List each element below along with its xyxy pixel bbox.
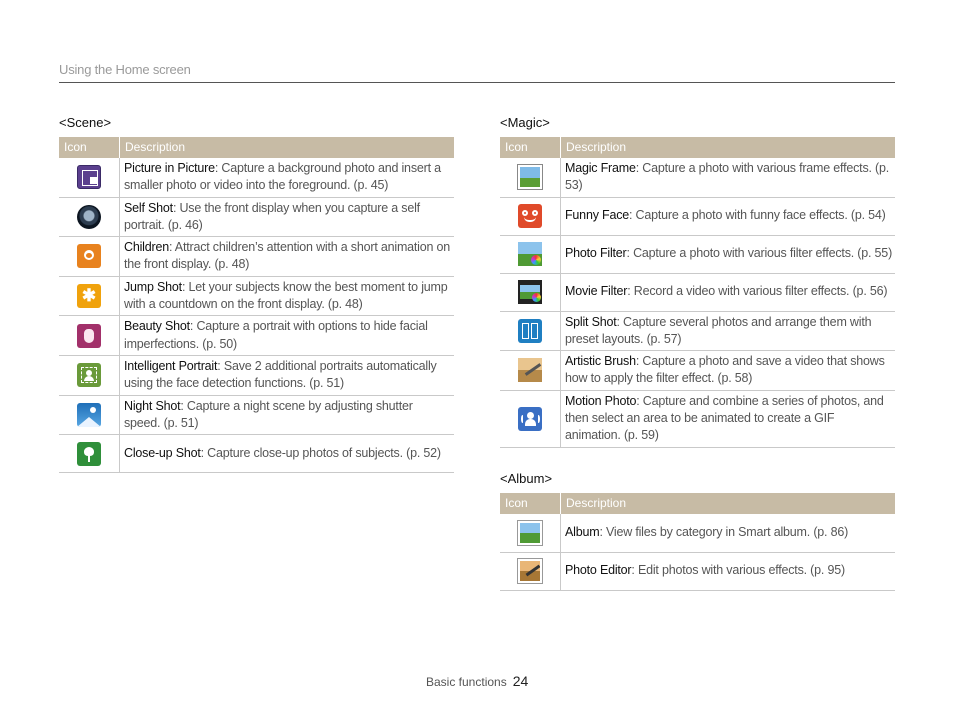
magic-frame-icon [518,165,542,189]
row-description: : Save 2 additional portraits automatically using the face detection functions. (p. 51) [124,358,437,391]
row-description: : Record a video with various filter effects. (p. 56) [627,284,888,299]
table-row [59,237,454,277]
scene-table [59,137,454,473]
night-shot-icon [77,403,101,427]
row-name: Close-up Shot [124,446,201,460]
row-name: Magic Frame [565,161,636,175]
jump-shot-icon: ✱ [77,284,101,308]
row-description: : Capture and combine a series of photos, and then select an area to be animated to create a GIF animation. (p. 59) [565,393,884,443]
row-name: Self Shot [124,200,173,215]
table-row [500,197,895,235]
row-description: : Capture a background photo and insert a smaller photo or video into the foreground. (p. 45) [124,161,441,193]
row-name: Funny Face [565,208,630,223]
row-description: : Capture a portrait with options to hide facial imperfections. (p. 50) [124,319,428,351]
description-column-header: Description [561,493,896,514]
description-column-header: Description [120,137,455,158]
row-name: Movie Filter [565,284,628,299]
row-name: Night Shot [124,398,181,413]
row-description: : Let your subjects know the best moment to jump with a countdown on the front display. (p. 48) [124,279,448,312]
footer-section-name: Basic functions [426,675,507,689]
table-row [500,514,895,552]
table-row [500,235,895,273]
close-up-shot-icon [77,442,101,466]
motion-photo-icon [518,407,542,431]
row-description: : Capture several photos and arrange them with preset layouts. (p. 57) [565,314,872,346]
album-icon [518,521,542,545]
row-description: : Capture a photo with various filter effects. (p. 55) [626,246,893,261]
album-section-title: <Album> [500,471,553,486]
split-shot-icon [518,319,542,343]
row-description: : View files by category in Smart album. (p. 86) [599,525,849,540]
row-name: Motion Photo [565,393,637,408]
row-name: Photo Filter [565,246,627,261]
table-row [59,316,454,356]
beauty-shot-icon [77,324,101,348]
icon-column-header: Icon [59,137,120,158]
magic-section-title: <Magic> [500,115,550,130]
row-name: Children [124,240,169,255]
row-description: : Capture close-up photos of subjects. (p. 52) [200,446,441,460]
table-row [500,311,895,351]
magic-table [500,137,895,448]
movie-filter-icon [518,280,542,304]
table-row [59,395,454,435]
icon-column-header: Icon [500,493,561,514]
row-name: Album [565,525,600,540]
row-description: : Use the front display when you capture a self portrait. (p. 46) [124,200,420,232]
scene-section [59,116,454,473]
page-footer [426,673,528,689]
table-row [500,158,895,197]
table-row [59,355,454,395]
row-description: : Capture a photo and save a video that shows how to apply the filter effect. (p. 58) [565,354,885,386]
row-name: Artistic Brush [565,354,636,369]
row-name: Picture in Picture [124,161,215,175]
table-row [59,197,454,237]
table-row [59,435,454,473]
funny-face-icon [518,204,542,228]
magic-section [500,116,895,448]
self-shot-icon [77,205,101,229]
page-number: 24 [512,673,529,689]
intelligent-portrait-icon [77,363,101,387]
row-name: Photo Editor [565,563,632,578]
table-row [59,158,454,197]
row-description: : Attract children’s attention with a short animation on the front display. (p. 48) [124,240,451,272]
row-description: : Edit photos with various effects. (p. 95) [631,563,845,578]
description-column-header: Description [561,137,896,158]
album-section [500,472,895,591]
table-row [500,351,895,391]
row-name: Split Shot [565,314,617,329]
table-row [500,390,895,447]
table-row [500,273,895,311]
row-description: : Capture a photo with funny face effects. (p. 54) [629,208,886,223]
row-name: Beauty Shot [124,319,190,334]
page-header-title: Using the Home screen [59,62,191,77]
picture-in-picture-icon [77,165,101,189]
row-description: : Capture a photo with various frame effects. (p. 53) [565,161,890,193]
album-table [500,493,895,591]
photo-filter-icon [518,242,542,266]
photo-editor-icon [518,559,542,583]
children-icon [77,244,101,268]
icon-column-header: Icon [500,137,561,158]
header-divider [59,82,895,83]
row-description: : Capture a night scene by adjusting shutter speed. (p. 51) [124,398,413,430]
scene-section-title: <Scene> [59,115,112,130]
table-row [59,276,454,316]
row-name: Intelligent Portrait [124,358,218,373]
artistic-brush-icon [518,358,542,382]
row-name: Jump Shot [124,279,182,294]
table-row [500,552,895,590]
